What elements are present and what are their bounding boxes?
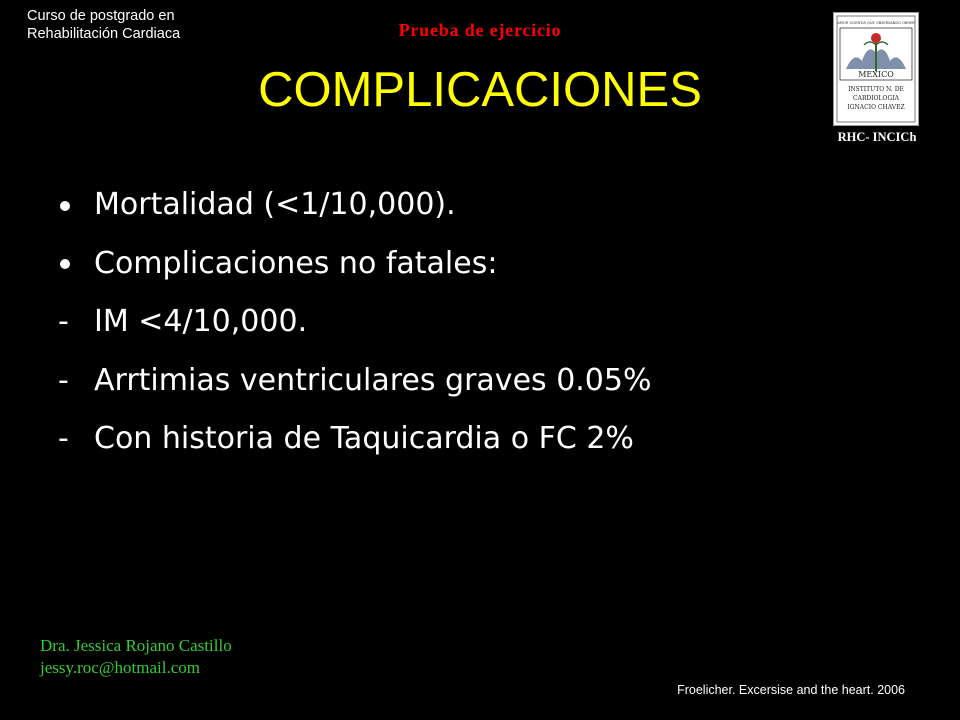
list-item (58, 410, 652, 469)
bullet-marker (58, 176, 88, 235)
institute-logo (833, 12, 919, 126)
list-item (58, 176, 652, 235)
slide-subtitle: Prueba de ejercicio (398, 20, 562, 40)
institute-emblem-icon (834, 13, 918, 125)
bullet-marker (58, 235, 88, 294)
logo-institute-line-3: IGNACIO CHAVEZ (847, 104, 905, 111)
list-item (58, 293, 652, 352)
list-item (58, 235, 652, 294)
logo-caption: RHC- INCICh (837, 130, 917, 144)
list-item-text: Con historia de Taquicardia o FC 2% (94, 421, 634, 456)
slide-title: COMPLICACIONES (258, 63, 702, 117)
list-item-text: IM <4/10,000. (94, 304, 308, 339)
author-email: jessy.roc@hotmail.com (40, 658, 200, 677)
logo-motto: AMOR SCIENTIA QUE OBSERVANDO OBRER (837, 21, 915, 25)
dash-marker: - (58, 362, 69, 398)
list-item-text: Arrtimias ventriculares graves 0.05% (94, 362, 652, 398)
dash-marker: - (58, 304, 69, 339)
bullet-dot-icon (60, 201, 70, 211)
course-line-1: Curso de postgrado en (27, 8, 175, 24)
logo-institute-line-1: INSTITUTO N. DE (848, 86, 904, 93)
list-item-text: Complicaciones no fatales: (94, 245, 498, 281)
course-line-2: Rehabilitación Cardiaca (27, 26, 181, 42)
bullet-list (58, 176, 652, 469)
list-item-text: Mortalidad (<1/10,000). (94, 187, 456, 222)
author-name: Dra. Jessica Rojano Castillo (40, 636, 232, 655)
author-block (40, 635, 232, 679)
bullet-dot-icon (60, 259, 70, 269)
dash-marker: - (58, 421, 69, 456)
logo-country: MEXICO (858, 70, 894, 79)
logo-institute-line-2: CARDIOLOGIA (853, 95, 899, 102)
list-item (58, 352, 652, 411)
source-reference: Froelicher. Excersise and the heart. 2006 (677, 683, 905, 697)
